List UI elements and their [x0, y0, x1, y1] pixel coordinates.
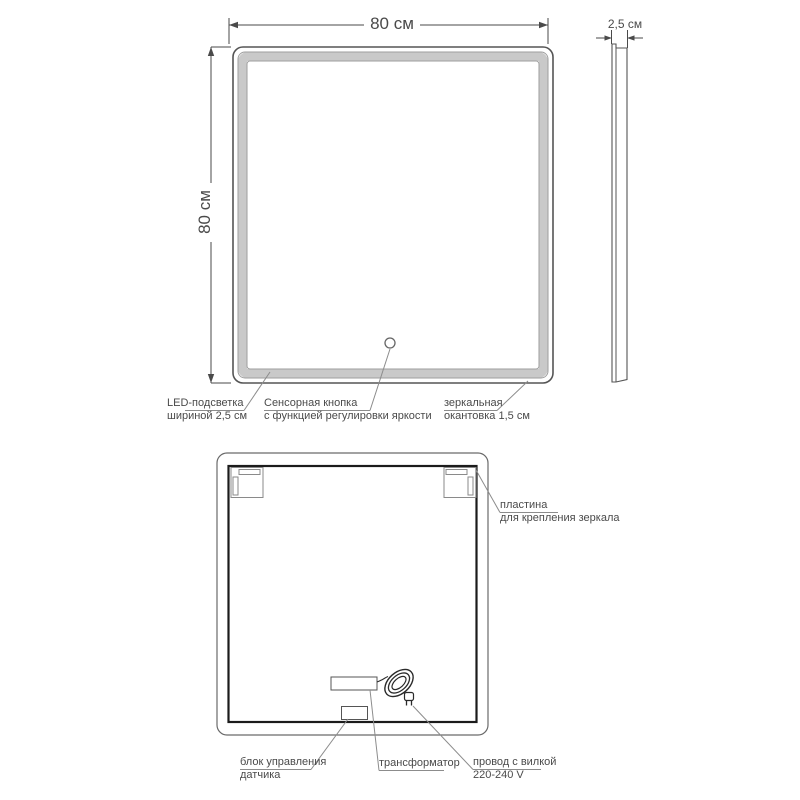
side-view — [612, 44, 627, 382]
transformer-box — [331, 677, 377, 690]
height-dimension-label: 80 см — [195, 190, 214, 234]
transformer-label — [379, 757, 460, 770]
control-block-label — [240, 756, 326, 782]
transformer-label-line1: трансформатор — [379, 757, 460, 769]
width-dimension-label: 80 см — [370, 14, 414, 33]
control-block-label-line1: блок управления — [240, 756, 327, 768]
sensor-label — [264, 397, 432, 423]
back-view — [217, 453, 488, 735]
led-label-line2: шириной 2,5 см — [167, 410, 248, 422]
edging-label-line1: зеркальная — [444, 397, 503, 409]
plate-label-line2: для крепления зеркала — [500, 512, 620, 524]
sensor-label-line2: с функцией регулировки яркости — [264, 410, 432, 422]
led-label — [167, 397, 247, 423]
depth-dimension — [596, 30, 643, 48]
control-block-label-line2: датчика — [240, 769, 281, 781]
side-profile — [612, 44, 627, 382]
touch-button-icon — [385, 338, 395, 348]
led-label-line1: LED-подсветка — [167, 397, 244, 409]
cord-label-line1: провод с вилкой — [473, 756, 557, 768]
edging-label-line2: окантовка 1,5 см — [444, 410, 530, 422]
control-block-box — [342, 707, 368, 720]
mirror-outer-frame — [233, 47, 553, 383]
sensor-label-line1: Сенсорная кнопка — [264, 397, 358, 409]
cord-label-line2: 220-240 V — [473, 769, 524, 781]
cord-label — [473, 756, 556, 782]
edging-label — [444, 397, 530, 423]
front-view — [233, 47, 553, 383]
depth-dimension-label: 2,5 см — [607, 17, 643, 31]
plate-label-line1: пластина — [500, 499, 548, 511]
depth-dimension-arrows — [605, 35, 635, 40]
plate-label — [500, 499, 620, 525]
